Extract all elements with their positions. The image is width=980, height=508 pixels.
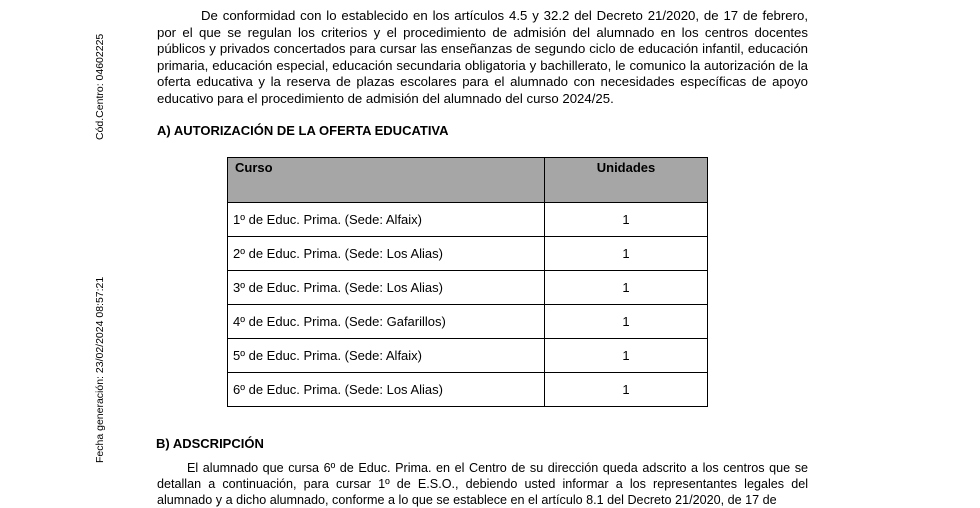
- table-row: [228, 271, 708, 305]
- generation-date-label: Fecha generación: 23/02/2024 08:57:21: [94, 276, 106, 463]
- section-a-heading: A) AUTORIZACIÓN DE LA OFERTA EDUCATIVA: [157, 123, 449, 138]
- table-row: [228, 373, 708, 407]
- educational-offer-table: [227, 157, 708, 407]
- unidades-cell: 1: [545, 373, 708, 407]
- table-row: [228, 339, 708, 373]
- curso-cell: 5º de Educ. Prima. (Sede: Alfaix): [228, 339, 545, 373]
- curso-cell: 6º de Educ. Prima. (Sede: Los Alias): [228, 373, 545, 407]
- intro-text: De conformidad con lo establecido en los artículos 4.5 y 32.2 del Decreto 21/2020, de 17 de febrero, por el que se regulan los criterios y el procedimiento de admisión del alumnado en los centros docentes públicos y privados concertados para cursar las enseñanzas de segundo ciclo de educación infantil, educación primaria, educación especial, educación secundaria obligatoria y bachillerato, le comunico la autorización de la oferta educativa y la reserva de plazas escolares para el alumnado con necesidades específicas de apoyo educativo para el procedimiento de admisión del alumnado del curso 2024/25.: [157, 8, 808, 106]
- unidades-cell: 1: [545, 305, 708, 339]
- adscripcion-text: El alumnado que cursa 6º de Educ. Prima. en el Centro de su dirección queda adscrito a los centros que se detallan a continuación, para cursar 1º de E.S.O., debiendo usted informar a los representantes legales del alumnado y a dicho alumnado, conforme a lo que se establece en el artículo 8.1 del Decreto 21/2020, de 17 de: [157, 461, 808, 507]
- intro-paragraph: [157, 8, 808, 108]
- curso-cell: 3º de Educ. Prima. (Sede: Los Alias): [228, 271, 545, 305]
- curso-cell: 4º de Educ. Prima. (Sede: Gafarillos): [228, 305, 545, 339]
- unidades-cell: 1: [545, 271, 708, 305]
- table-row: [228, 203, 708, 237]
- header-unidades: Unidades: [545, 158, 708, 203]
- curso-cell: 1º de Educ. Prima. (Sede: Alfaix): [228, 203, 545, 237]
- center-code-label: Cód.Centro: 04602225: [94, 33, 106, 140]
- table-row: [228, 237, 708, 271]
- section-b-heading: B) ADSCRIPCIÓN: [156, 436, 264, 451]
- table-row: [228, 305, 708, 339]
- curso-cell: 2º de Educ. Prima. (Sede: Los Alias): [228, 237, 545, 271]
- unidades-cell: 1: [545, 203, 708, 237]
- table-header-row: [228, 158, 708, 203]
- header-curso: Curso: [228, 158, 545, 203]
- adscripcion-paragraph: [157, 460, 808, 508]
- unidades-cell: 1: [545, 237, 708, 271]
- unidades-cell: 1: [545, 339, 708, 373]
